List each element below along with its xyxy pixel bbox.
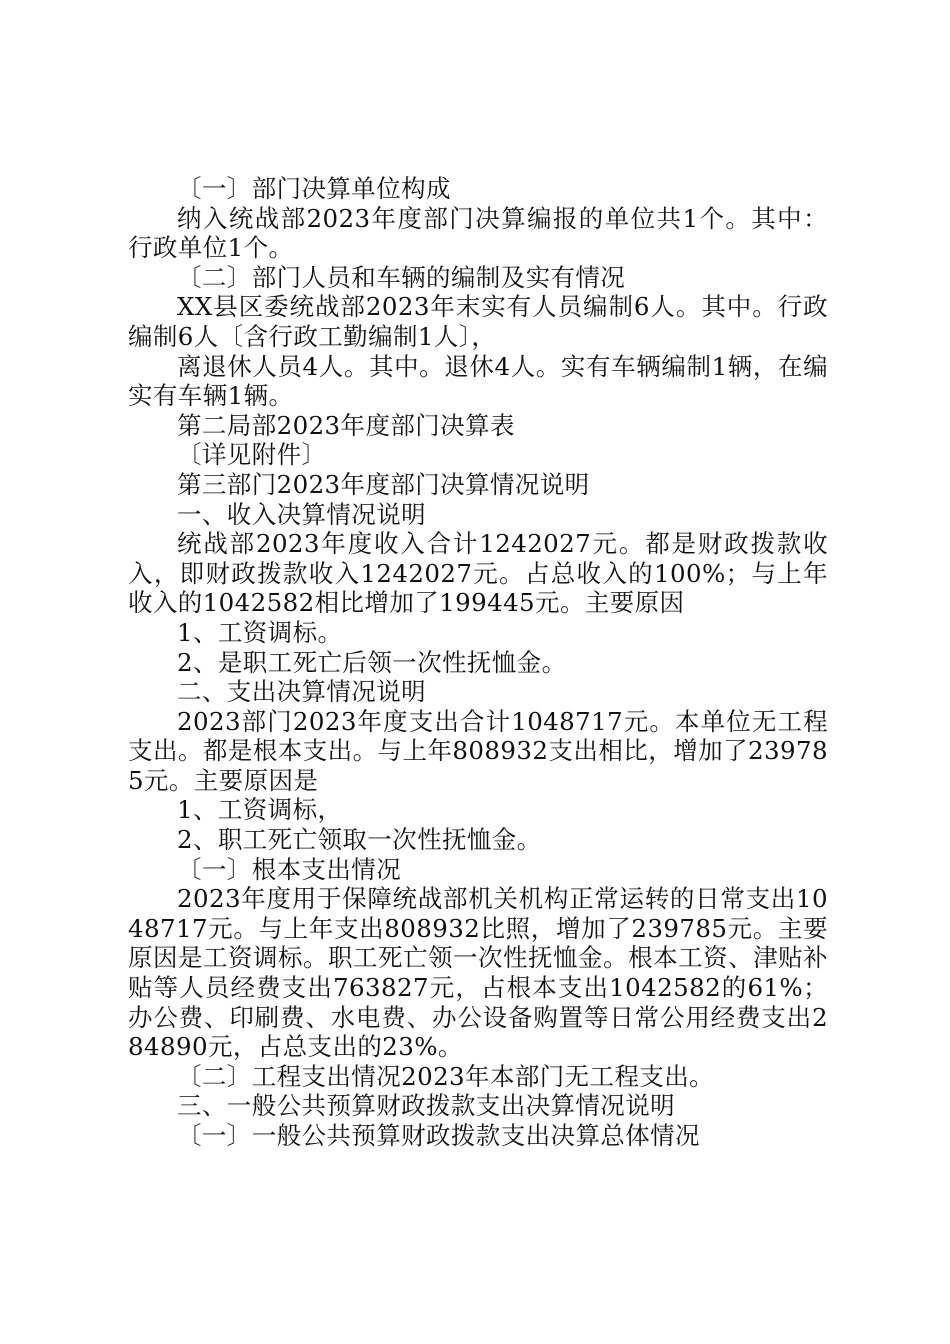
section-heading-expenditure: 二、支出决算情况说明 bbox=[177, 677, 426, 707]
list-item-income-reason-2: 2、是职工死亡后领一次性抚恤金。 bbox=[177, 647, 567, 677]
section-heading-part-three: 第三部门2023年度部门决算情况说明 bbox=[177, 469, 590, 499]
section-heading-income: 一、收入决算情况说明 bbox=[177, 499, 426, 529]
paragraph-income-summary: 统战部2023年度收入合计1242027元。都是财政拨款收入，即财政拨款收入1242027元。占总收入的100%；与上年收入的1042582相比增加了199445元。主要原因 bbox=[128, 529, 828, 618]
paragraph-see-attachment: 〔详见附件〕 bbox=[177, 440, 327, 470]
paragraph-project-expenditure: 〔二〕工程支出情况2023年本部门无工程支出。 bbox=[177, 1061, 715, 1091]
paragraph-staff-quota: XX县区委统战部2023年末实有人员编制6人。其中。行政编制6人〔含行政工勤编制1人〕， bbox=[128, 292, 828, 351]
section-heading-public-budget-overview: 〔一〕一般公共预算财政拨款支出决算总体情况 bbox=[177, 1121, 700, 1150]
section-heading-part-two: 第二局部2023年度部门决算表 bbox=[177, 410, 515, 440]
paragraph-retirees-vehicles: 离退休人员4人。其中。退休4人。实有车辆编制1辆，在编实有车辆1辆。 bbox=[128, 351, 828, 411]
section-heading-basic-expenditure: 〔一〕根本支出情况 bbox=[177, 854, 402, 884]
paragraph-unit-count: 纳入统战部2023年度部门决算编报的单位共1个。其中：行政单位1个。 bbox=[128, 203, 828, 263]
list-item-income-reason-1: 1、工资调标。 bbox=[177, 617, 343, 647]
list-item-expenditure-reason-1: 1、工资调标， bbox=[177, 795, 343, 825]
section-heading-staffing: 〔二〕部门人员和车辆的编制及实有情况 bbox=[177, 262, 626, 292]
paragraph-expenditure-summary: 2023部门2023年度支出合计1048717元。本单位无工程支出。都是根本支出。与上年808932支出相比，增加了239785元。主要原因是 bbox=[128, 706, 828, 795]
paragraph-basic-expenditure: 2023年度用于保障统战部机关机构正常运转的日常支出1048717元。与上年支出808932比照，增加了239785元。主要原因是工资调标。职工死亡领一次性抚恤金。根本工资、津贴补贴等人员经费支出763827元，占根本支出1042582的61%；办公费、印刷费、水电费、办公设备购置等日常公用经费支出284890元，占总支出的23%。 bbox=[128, 884, 828, 1062]
section-heading-public-budget: 三、一般公共预算财政拨款支出决算情况说明 bbox=[177, 1091, 675, 1121]
section-heading-unit-composition: 〔一〕部门决算单位构成 bbox=[177, 174, 451, 203]
list-item-expenditure-reason-2: 2、职工死亡领取一次性抚恤金。 bbox=[177, 825, 542, 855]
document-body bbox=[128, 174, 828, 1151]
